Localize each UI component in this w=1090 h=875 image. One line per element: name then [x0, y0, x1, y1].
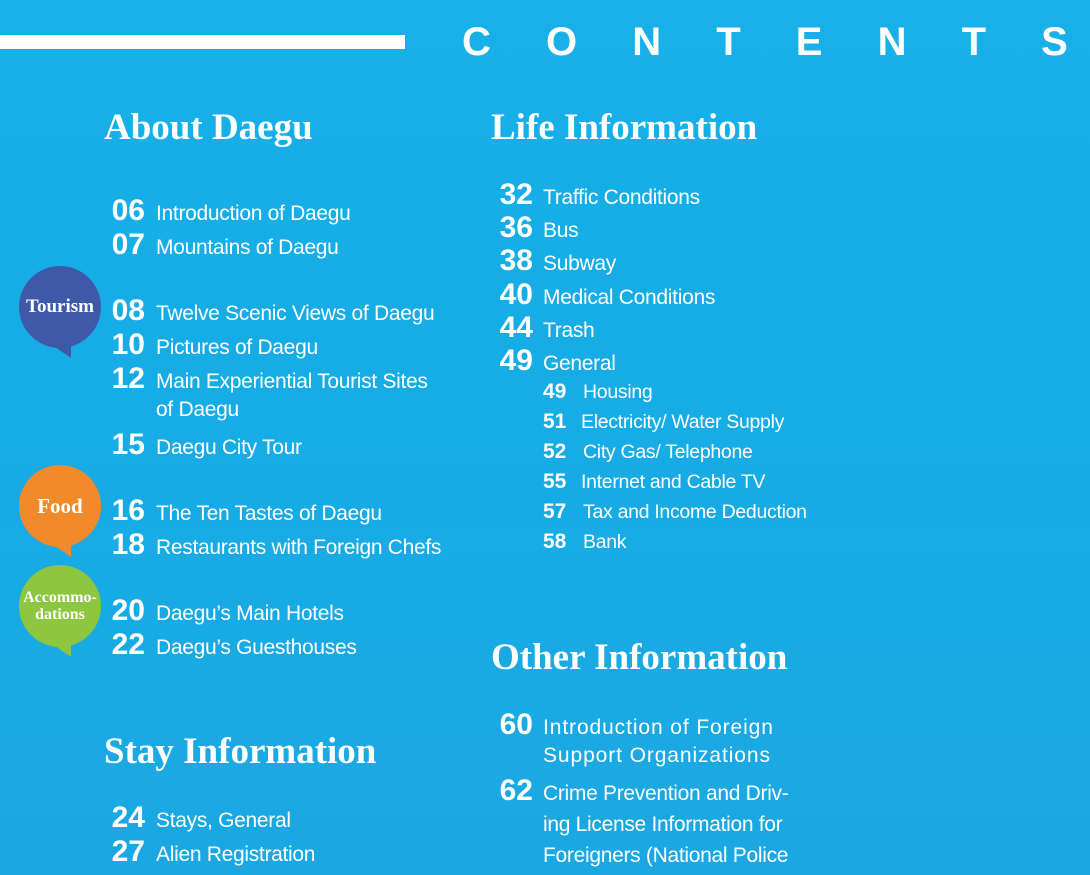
entry-title: Electricity/ Water Supply — [581, 411, 785, 433]
page-number: 20 — [111, 594, 145, 627]
toc-entry[interactable] — [109, 835, 315, 869]
entry-title: Medical Conditions — [543, 286, 716, 309]
page-number: 18 — [111, 528, 145, 561]
toc-entry[interactable] — [497, 244, 616, 278]
toc-entry[interactable] — [109, 194, 351, 228]
page-number: 55 — [543, 470, 567, 493]
toc-entry[interactable] — [497, 344, 616, 378]
entry-title: Alien Registration — [156, 843, 316, 866]
entry-title: Stays, General — [156, 809, 291, 832]
entry-title: Tax and Income Deduction — [583, 501, 807, 523]
toc-entry[interactable] — [109, 294, 434, 328]
entry-title: Daegu’s Guesthouses — [156, 636, 357, 659]
page-number: 49 — [543, 380, 567, 403]
page-number: 36 — [499, 211, 533, 244]
page-number: 10 — [111, 328, 145, 361]
toc-sub-entry[interactable] — [543, 408, 784, 436]
page-number: 60 — [499, 708, 533, 741]
page-number: 52 — [543, 440, 567, 463]
page-number: 44 — [499, 311, 533, 344]
page-number: 27 — [111, 835, 145, 868]
entry-title: Bus — [543, 219, 579, 242]
accommodations-bubble-label: Accommo- dations — [23, 589, 97, 623]
section-other-information: Other Information — [491, 637, 788, 678]
page-number: 51 — [543, 410, 567, 433]
entry-title: Introduction of Daegu — [156, 202, 351, 225]
toc-entry[interactable] — [497, 278, 715, 312]
page-number: 07 — [111, 228, 145, 261]
toc-entry[interactable] — [109, 228, 339, 262]
entry-title: City Gas/ Telephone — [583, 441, 753, 463]
tourism-bubble — [19, 266, 101, 348]
entry-title: Restaurants with Foreign Chefs — [156, 536, 442, 559]
section-stay-information: Stay Information — [104, 731, 377, 772]
entry-title: Trash — [543, 319, 595, 342]
page-number: 16 — [111, 494, 145, 527]
toc-entry[interactable] — [497, 211, 578, 245]
entry-title: Mountains of Daegu — [156, 236, 339, 259]
toc-entry[interactable] — [109, 494, 382, 528]
entry-title: Daegu’s Main Hotels — [156, 602, 344, 625]
toc-sub-entry[interactable] — [543, 378, 652, 406]
page-number: 38 — [499, 244, 533, 277]
page-number: 24 — [111, 801, 145, 834]
entry-title: Traffic Conditions — [543, 186, 700, 209]
toc-entry[interactable] — [109, 362, 428, 424]
food-bubble-label: Food — [37, 493, 83, 518]
toc-entry[interactable] — [109, 528, 441, 562]
header-bar — [0, 35, 405, 49]
toc-sub-entry[interactable] — [543, 528, 626, 556]
page-number: 08 — [111, 294, 145, 327]
entry-title: Twelve Scenic Views of Daegu — [156, 302, 435, 325]
entry-title: Subway — [543, 252, 616, 275]
toc-sub-entry[interactable] — [543, 498, 807, 526]
entry-title: Bank — [583, 531, 627, 553]
entry-title: Internet and Cable TV — [581, 471, 766, 493]
page-number: 15 — [111, 428, 145, 461]
entry-title: Main Experiential Tourist Sites of Daegu — [156, 370, 428, 421]
toc-sub-entry[interactable] — [543, 438, 753, 466]
toc-entry[interactable] — [497, 178, 700, 212]
page-number: 32 — [499, 178, 533, 211]
toc-entry[interactable] — [497, 708, 774, 770]
page-number: 40 — [499, 278, 533, 311]
toc-entry[interactable] — [109, 628, 357, 662]
section-life-information: Life Information — [491, 107, 758, 148]
page-number: 62 — [499, 774, 533, 807]
toc-entry[interactable] — [109, 428, 302, 462]
page-title: C O N T E N T S — [462, 20, 1090, 64]
entry-title: Crime Prevention and Driv- ing License Information for Foreigners (National Police — [543, 782, 789, 867]
page-number: 57 — [543, 500, 567, 523]
entry-title: Pictures of Daegu — [156, 336, 318, 359]
toc-entry[interactable] — [109, 328, 318, 362]
page-number: 22 — [111, 628, 145, 661]
entry-title: Introduction of Foreign Support Organizations — [543, 716, 774, 767]
tourism-bubble-label: Tourism — [26, 296, 94, 317]
page-number: 06 — [111, 194, 145, 227]
page-number: 49 — [499, 344, 533, 377]
section-about-daegu: About Daegu — [104, 107, 313, 148]
accommodations-bubble — [19, 565, 101, 647]
page-number: 58 — [543, 530, 567, 553]
toc-entry[interactable] — [109, 594, 344, 628]
toc-sub-entry[interactable] — [543, 468, 765, 496]
toc-entry[interactable] — [109, 801, 291, 835]
entry-title: Daegu City Tour — [156, 436, 302, 459]
food-bubble — [19, 465, 101, 547]
entry-title: Housing — [583, 381, 653, 403]
toc-entry[interactable] — [497, 311, 594, 345]
page-number: 12 — [111, 362, 145, 395]
entry-title: The Ten Tastes of Daegu — [156, 502, 382, 525]
entry-title: General — [543, 352, 616, 375]
toc-entry[interactable] — [497, 774, 788, 871]
